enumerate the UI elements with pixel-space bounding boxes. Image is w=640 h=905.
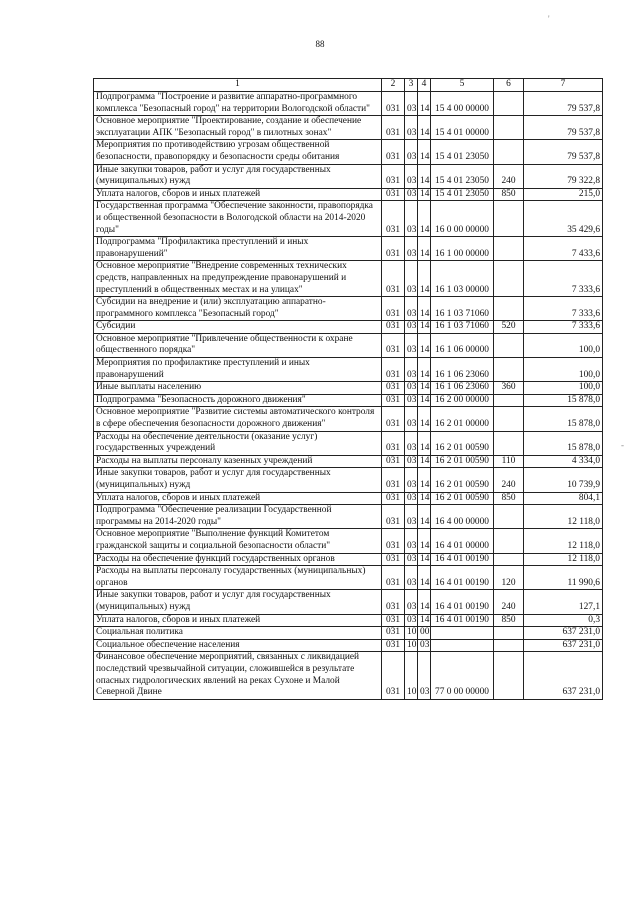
row-ved-cell: 031 [382,407,405,431]
row-sum-cell: 7 433,6 [524,237,603,261]
row-sum-cell: 804,1 [524,492,603,505]
table-row [94,614,603,627]
row-rz-cell: 03 [405,455,418,468]
row-rz-cell: 03 [405,164,418,188]
row-csr-cell: 16 1 06 23060 [431,382,494,395]
row-pr-cell: 14 [418,116,431,140]
table-row [94,652,603,699]
row-pr-cell: 14 [418,297,431,321]
table-row [94,237,603,261]
row-name-cell: Подпрограмма "Профилактика преступлений и иных правонарушений" [94,237,382,261]
row-pr-cell: 14 [418,468,431,492]
table-row [94,116,603,140]
row-csr-cell: 16 1 03 71060 [431,297,494,321]
table-row [94,140,603,164]
row-csr-cell: 15 4 01 23050 [431,140,494,164]
row-name-cell: Социальное обеспечение населения [94,639,382,652]
row-csr-cell: 16 2 00 00000 [431,394,494,407]
row-rz-cell: 03 [405,237,418,261]
row-ved-cell: 031 [382,188,405,201]
row-pr-cell: 14 [418,237,431,261]
row-pr-cell: 14 [418,321,431,334]
column-header: 7 [524,79,603,92]
row-sum-cell: 35 429,6 [524,201,603,237]
row-name-cell: Субсидии [94,321,382,334]
row-rz-cell: 03 [405,297,418,321]
row-name-cell: Расходы на выплаты персоналу государственных (муниципальных) органов [94,566,382,590]
row-vr-cell: 110 [494,455,524,468]
row-rz-cell: 03 [405,140,418,164]
table-row [94,431,603,455]
row-rz-cell: 03 [405,614,418,627]
row-pr-cell: 14 [418,382,431,395]
row-vr-cell: 850 [494,492,524,505]
row-csr-cell: 16 4 00 00000 [431,505,494,529]
row-rz-cell: 03 [405,333,418,357]
row-ved-cell: 031 [382,614,405,627]
row-sum-cell: 15 878,0 [524,431,603,455]
row-rz-cell: 03 [405,492,418,505]
row-ved-cell: 031 [382,627,405,640]
row-rz-cell: 03 [405,505,418,529]
row-csr-cell: 16 4 01 00190 [431,553,494,566]
row-pr-cell: 14 [418,140,431,164]
table-row [94,201,603,237]
row-pr-cell: 14 [418,407,431,431]
column-header: 3 [405,79,418,92]
row-sum-cell: 11 990,6 [524,566,603,590]
row-ved-cell: 031 [382,394,405,407]
row-vr-cell: 360 [494,382,524,395]
row-sum-cell: 12 118,0 [524,553,603,566]
column-header: 1 [94,79,382,92]
row-sum-cell: 4 334,0 [524,455,603,468]
table-row [94,639,603,652]
row-pr-cell: 14 [418,394,431,407]
row-name-cell: Финансовое обеспечение мероприятий, связанных с ликвидацией последствий чрезвычайной ситуации, сложившейся в результате опасных гидрологических явлений на реках Сухоне и Малой Северной Двине [94,652,382,699]
row-vr-cell: 850 [494,188,524,201]
row-vr-cell [494,652,524,699]
row-csr-cell: 16 1 03 00000 [431,261,494,297]
row-pr-cell: 14 [418,505,431,529]
row-csr-cell: 16 2 01 00590 [431,468,494,492]
row-pr-cell: 14 [418,188,431,201]
row-rz-cell: 03 [405,382,418,395]
row-name-cell: Основное мероприятие "Проектирование, создание и обеспечение эксплуатации АПК "Безопасный город" в пилотных зонах" [94,116,382,140]
row-ved-cell: 031 [382,505,405,529]
row-name-cell: Основное мероприятие "Внедрение современных технических средств, направленных на предупреждение правонарушений и преступлений в общественных местах и на улицах" [94,261,382,297]
row-vr-cell [494,358,524,382]
row-ved-cell: 031 [382,297,405,321]
row-sum-cell: 637 231,0 [524,652,603,699]
row-csr-cell: 16 1 06 00000 [431,333,494,357]
row-ved-cell: 031 [382,201,405,237]
row-pr-cell: 14 [418,553,431,566]
row-pr-cell: 14 [418,164,431,188]
row-sum-cell: 79 322,8 [524,164,603,188]
row-sum-cell: 215,0 [524,188,603,201]
row-csr-cell: 15 4 00 00000 [431,92,494,116]
row-csr-cell: 16 4 01 00190 [431,614,494,627]
row-csr-cell: 16 2 01 00590 [431,455,494,468]
row-vr-cell: 240 [494,590,524,614]
row-csr-cell [431,627,494,640]
table-row [94,188,603,201]
row-ved-cell: 031 [382,237,405,261]
row-csr-cell: 16 1 03 71060 [431,321,494,334]
row-pr-cell: 14 [418,614,431,627]
row-ved-cell: 031 [382,92,405,116]
row-pr-cell: 14 [418,455,431,468]
row-csr-cell: 16 2 01 00000 [431,407,494,431]
row-pr-cell: 03 [418,639,431,652]
row-pr-cell: 14 [418,529,431,553]
row-vr-cell [494,333,524,357]
row-rz-cell: 10 [405,652,418,699]
row-pr-cell: 00 [418,627,431,640]
row-sum-cell: 10 739,9 [524,468,603,492]
row-csr-cell: 15 4 01 23050 [431,164,494,188]
table-row [94,394,603,407]
row-ved-cell: 031 [382,639,405,652]
row-sum-cell: 637 231,0 [524,627,603,640]
row-ved-cell: 031 [382,358,405,382]
row-sum-cell: 7 333,6 [524,321,603,334]
row-vr-cell [494,553,524,566]
row-name-cell: Подпрограмма "Построение и развитие аппаратно-программного комплекса "Безопасный город" на территории Вологодской области" [94,92,382,116]
row-rz-cell: 03 [405,590,418,614]
row-ved-cell: 031 [382,553,405,566]
table-row [94,590,603,614]
row-rz-cell: 03 [405,553,418,566]
row-name-cell: Иные закупки товаров, работ и услуг для государственных (муниципальных) нужд [94,590,382,614]
row-vr-cell [494,140,524,164]
row-sum-cell: 15 878,0 [524,394,603,407]
row-name-cell: Государственная программа "Обеспечение законности, правопорядка и общественной безопасности в Вологодской области на 2014-2020 годы" [94,201,382,237]
row-ved-cell: 031 [382,468,405,492]
row-name-cell: Расходы на выплаты персоналу казенных учреждений [94,455,382,468]
row-pr-cell: 14 [418,358,431,382]
column-header: 2 [382,79,405,92]
column-header: 6 [494,79,524,92]
row-csr-cell: 16 4 01 00190 [431,566,494,590]
row-name-cell: Социальная политика [94,627,382,640]
row-ved-cell: 031 [382,382,405,395]
row-sum-cell: 12 118,0 [524,505,603,529]
row-rz-cell: 03 [405,358,418,382]
table-row [94,553,603,566]
page-number: 88 [315,39,325,49]
row-ved-cell: 031 [382,652,405,699]
row-sum-cell: 100,0 [524,358,603,382]
row-ved-cell: 031 [382,590,405,614]
table-row [94,492,603,505]
row-ved-cell: 031 [382,116,405,140]
row-name-cell: Подпрограмма "Обеспечение реализации Государственной программы на 2014-2020 годы" [94,505,382,529]
row-sum-cell: 12 118,0 [524,529,603,553]
row-ved-cell: 031 [382,321,405,334]
row-sum-cell: 79 537,8 [524,116,603,140]
row-sum-cell: 79 537,8 [524,140,603,164]
row-vr-cell [494,237,524,261]
row-vr-cell [494,116,524,140]
table-row [94,333,603,357]
row-sum-cell: 7 333,6 [524,261,603,297]
scan-mark: ' [548,14,550,24]
row-sum-cell: 15 878,0 [524,407,603,431]
column-header: 5 [431,79,494,92]
column-header: 4 [418,79,431,92]
row-ved-cell: 031 [382,455,405,468]
table-row [94,407,603,431]
row-ved-cell: 031 [382,140,405,164]
row-vr-cell: 240 [494,468,524,492]
row-vr-cell: 520 [494,321,524,334]
row-csr-cell: 16 4 01 00000 [431,529,494,553]
row-name-cell: Уплата налогов, сборов и иных платежей [94,492,382,505]
table-row [94,468,603,492]
row-csr-cell: 16 0 00 00000 [431,201,494,237]
row-vr-cell: 240 [494,164,524,188]
row-rz-cell: 03 [405,394,418,407]
row-name-cell: Основное мероприятие "Выполнение функций Комитетом гражданской защиты и социальной безопасности области" [94,529,382,553]
row-sum-cell: 7 333,6 [524,297,603,321]
table-row [94,627,603,640]
row-sum-cell: 637 231,0 [524,639,603,652]
row-vr-cell [494,261,524,297]
row-pr-cell: 03 [418,652,431,699]
row-rz-cell: 03 [405,261,418,297]
row-rz-cell: 03 [405,116,418,140]
row-vr-cell [494,639,524,652]
row-sum-cell: 100,0 [524,333,603,357]
row-csr-cell: 16 2 01 00590 [431,431,494,455]
row-vr-cell: 120 [494,566,524,590]
row-vr-cell [494,297,524,321]
row-ved-cell: 031 [382,333,405,357]
row-ved-cell: 031 [382,492,405,505]
row-sum-cell: 100,0 [524,382,603,395]
row-sum-cell: 79 537,8 [524,92,603,116]
row-ved-cell: 031 [382,261,405,297]
row-csr-cell: 16 1 00 00000 [431,237,494,261]
row-pr-cell: 14 [418,261,431,297]
row-ved-cell: 031 [382,164,405,188]
row-rz-cell: 03 [405,92,418,116]
scan-mark: - [621,440,624,450]
row-rz-cell: 03 [405,529,418,553]
row-csr-cell: 77 0 00 00000 [431,652,494,699]
row-csr-cell [431,639,494,652]
row-vr-cell [494,529,524,553]
row-pr-cell: 14 [418,431,431,455]
table-row [94,92,603,116]
row-vr-cell [494,407,524,431]
row-rz-cell: 03 [405,407,418,431]
row-name-cell: Иные закупки товаров, работ и услуг для государственных (муниципальных) нужд [94,468,382,492]
row-rz-cell: 10 [405,639,418,652]
row-vr-cell: 850 [494,614,524,627]
row-rz-cell: 03 [405,321,418,334]
row-csr-cell: 16 2 01 00590 [431,492,494,505]
row-name-cell: Иные выплаты населению [94,382,382,395]
row-ved-cell: 031 [382,566,405,590]
row-name-cell: Иные закупки товаров, работ и услуг для государственных (муниципальных) нужд [94,164,382,188]
row-sum-cell: 0,3 [524,614,603,627]
row-name-cell: Мероприятия по профилактике преступлений и иных правонарушений [94,358,382,382]
row-vr-cell [494,505,524,529]
table-row [94,297,603,321]
row-csr-cell: 16 4 01 00190 [431,590,494,614]
row-name-cell: Расходы на обеспечение функций государственных органов [94,553,382,566]
row-csr-cell: 15 4 01 00000 [431,116,494,140]
row-vr-cell [494,201,524,237]
row-csr-cell: 16 1 06 23060 [431,358,494,382]
row-name-cell: Субсидии на внедрение и (или) эксплуатацию аппаратно-программного комплекса "Безопасный город" [94,297,382,321]
row-ved-cell: 031 [382,431,405,455]
row-pr-cell: 14 [418,333,431,357]
table-row [94,382,603,395]
row-vr-cell [494,431,524,455]
row-rz-cell: 03 [405,431,418,455]
row-rz-cell: 03 [405,566,418,590]
row-rz-cell: 03 [405,188,418,201]
row-pr-cell: 14 [418,566,431,590]
column-header-row [94,79,603,92]
row-ved-cell: 031 [382,529,405,553]
table-row [94,455,603,468]
row-vr-cell [494,627,524,640]
row-pr-cell: 14 [418,590,431,614]
table-row [94,505,603,529]
row-sum-cell: 127,1 [524,590,603,614]
row-name-cell: Уплата налогов, сборов и иных платежей [94,188,382,201]
row-name-cell: Расходы на обеспечение деятельности (оказание услуг) государственных учреждений [94,431,382,455]
row-csr-cell: 15 4 01 23050 [431,188,494,201]
row-name-cell: Подпрограмма "Безопасность дорожного движения" [94,394,382,407]
row-rz-cell: 03 [405,201,418,237]
row-name-cell: Уплата налогов, сборов и иных платежей [94,614,382,627]
table-row [94,261,603,297]
table-row [94,164,603,188]
row-rz-cell: 10 [405,627,418,640]
table-row [94,566,603,590]
row-name-cell: Основное мероприятие "Привлечение общественности к охране общественного порядка" [94,333,382,357]
row-rz-cell: 03 [405,468,418,492]
budget-table [93,78,603,700]
table-row [94,529,603,553]
row-pr-cell: 14 [418,201,431,237]
row-name-cell: Мероприятия по противодействию угрозам общественной безопасности, правопорядку и безопасности среды обитания [94,140,382,164]
row-vr-cell [494,92,524,116]
row-name-cell: Основное мероприятие "Развитие системы автоматического контроля в сфере обеспечения безопасности дорожного движения" [94,407,382,431]
row-pr-cell: 14 [418,492,431,505]
row-pr-cell: 14 [418,92,431,116]
row-vr-cell [494,394,524,407]
table-row [94,358,603,382]
table-row [94,321,603,334]
